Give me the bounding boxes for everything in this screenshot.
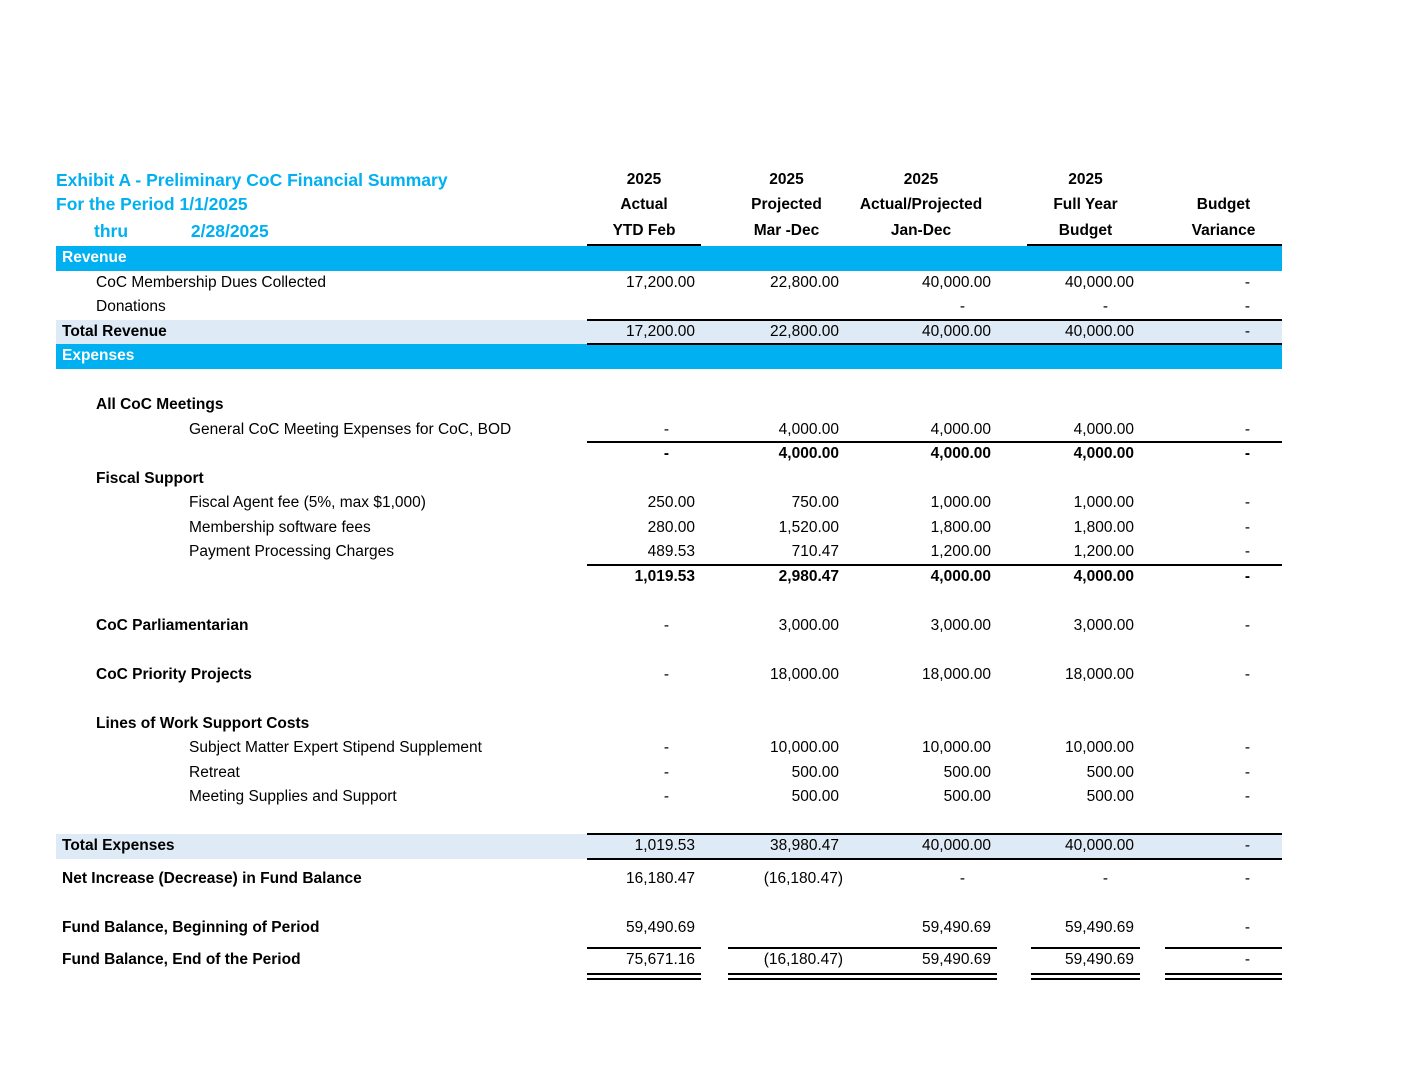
value-cell: 1,019.53 (634, 837, 695, 854)
value-cell: 4,000.00 (778, 445, 839, 462)
value-cell: 1,200.00 (930, 543, 991, 560)
value-cell: 22,800.00 (770, 322, 839, 340)
row-label: Total Expenses (62, 837, 175, 854)
rule-line (1165, 947, 1282, 949)
value-cell: 59,490.69 (1065, 951, 1134, 968)
financial-summary-sheet (56, 168, 1282, 973)
row-label: Fund Balance, End of the Period (62, 951, 301, 968)
table-row (56, 491, 1282, 516)
value-cell: 750.00 (791, 494, 839, 511)
value-cell: 4,000.00 (1073, 420, 1134, 438)
value-cell: - (1244, 273, 1250, 291)
table-row (56, 712, 1282, 737)
value-cell: 59,490.69 (922, 951, 991, 968)
rule-line (587, 441, 1282, 443)
rule-line (587, 973, 701, 980)
spacer-row (56, 369, 1282, 394)
rule-line (587, 833, 1282, 835)
row-label (56, 565, 587, 590)
value-cell: - (1244, 518, 1250, 536)
table-row (56, 295, 1282, 320)
value-cell: - (1244, 837, 1250, 854)
value-cell: 3,000.00 (778, 616, 839, 634)
value-cell: 40,000.00 (1065, 273, 1134, 291)
value-cell: 40,000.00 (922, 322, 991, 340)
table-row (56, 271, 1282, 296)
value-cell: - (1244, 567, 1250, 585)
value-cell: - (1244, 445, 1250, 462)
value-cell: 17,200.00 (626, 322, 695, 340)
value-cell: 40,000.00 (1065, 322, 1134, 340)
value-cell: 10,000.00 (1065, 739, 1134, 756)
row-label: Total Revenue (62, 322, 167, 340)
table-row (56, 736, 1282, 761)
value-cell: 18,000.00 (1065, 665, 1134, 683)
row-label: Expenses (62, 347, 135, 364)
spacer-row (56, 589, 1282, 614)
column-header-ytd-feb: 2025 Actual YTD Feb (612, 171, 676, 239)
value-cell: 40,000.00 (922, 273, 991, 291)
value-cell: 500.00 (791, 788, 839, 805)
table-body (56, 246, 1282, 973)
end-date: 2/28/2025 (190, 221, 269, 241)
column-header-variance: Budget Variance (1191, 196, 1256, 239)
page-title: Exhibit A - Preliminary CoC Financial Summary (56, 170, 448, 190)
table-row (56, 418, 1282, 443)
thru-label: thru (94, 221, 129, 241)
table-row (56, 867, 1282, 892)
rule-line (728, 947, 997, 949)
value-cell: - (663, 420, 669, 438)
row-label: Payment Processing Charges (189, 543, 395, 560)
value-cell: - (1244, 494, 1250, 511)
value-cell: 1,000.00 (930, 494, 991, 511)
value-cell: 489.53 (647, 543, 695, 560)
rule-line (1031, 973, 1140, 980)
value-cell: - (1102, 869, 1108, 887)
table-row (56, 916, 1282, 941)
spacer-row (56, 810, 1282, 835)
table-row (56, 516, 1282, 541)
value-cell: 1,200.00 (1073, 543, 1134, 560)
row-label (56, 442, 587, 467)
rule-line (1165, 973, 1282, 980)
table-row (56, 761, 1282, 786)
rule-line (728, 973, 997, 980)
row-label: Meeting Supplies and Support (189, 788, 397, 805)
table-row (56, 565, 1282, 590)
value-cell (728, 295, 845, 320)
value-cell: 59,490.69 (922, 918, 991, 936)
row-label: Lines of Work Support Costs (96, 714, 310, 732)
section-band (56, 344, 1282, 369)
value-cell: - (1244, 665, 1250, 683)
table-row (56, 540, 1282, 565)
value-cell: 4,000.00 (1073, 567, 1134, 585)
value-cell: 40,000.00 (1065, 837, 1134, 854)
section-band (56, 246, 1282, 271)
value-cell: - (663, 445, 669, 462)
value-cell: 250.00 (647, 494, 695, 511)
spacer-row (56, 859, 1282, 867)
value-cell: 500.00 (943, 763, 991, 781)
column-header-budget: 2025 Full Year Budget (1053, 171, 1118, 239)
value-cell: 40,000.00 (922, 837, 991, 854)
row-label: Retreat (189, 763, 240, 781)
row-label: CoC Membership Dues Collected (96, 273, 327, 291)
row-label: Subject Matter Expert Stipend Supplement (189, 739, 482, 756)
row-label: Revenue (62, 249, 127, 266)
column-header-jan-dec: 2025 Actual/Projected Jan-Dec (859, 171, 983, 239)
row-label: CoC Priority Projects (96, 665, 252, 683)
column-header-mar-dec: 2025 Projected Mar -Dec (751, 171, 822, 239)
value-cell: 4,000.00 (778, 420, 839, 438)
row-label: Fund Balance, Beginning of Period (62, 918, 320, 936)
value-cell: - (1244, 869, 1250, 887)
period-start: For the Period 1/1/2025 (56, 194, 248, 214)
table-row (56, 614, 1282, 639)
value-cell: 59,490.69 (626, 918, 695, 936)
sheet-header (56, 168, 1282, 246)
value-cell: 18,000.00 (922, 665, 991, 683)
value-cell: 4,000.00 (930, 420, 991, 438)
period-end (56, 217, 587, 246)
value-cell: 10,000.00 (770, 739, 839, 756)
value-cell: - (1244, 543, 1250, 560)
rule-line (587, 319, 1282, 321)
row-label: Donations (96, 298, 166, 315)
table-row (56, 663, 1282, 688)
rule-line (587, 564, 1282, 566)
value-cell: (16,180.47) (763, 869, 843, 887)
value-cell: - (663, 763, 669, 781)
value-cell: 500.00 (791, 763, 839, 781)
value-cell: 500.00 (943, 788, 991, 805)
table-row (56, 393, 1282, 418)
value-cell: - (1244, 420, 1250, 438)
value-cell: 38,980.47 (770, 837, 839, 854)
value-cell: 3,000.00 (1073, 616, 1134, 634)
value-cell: 59,490.69 (1065, 918, 1134, 936)
value-cell: 500.00 (1086, 763, 1134, 781)
value-cell: 22,800.00 (770, 273, 839, 291)
value-cell: 4,000.00 (930, 567, 991, 585)
row-label: General CoC Meeting Expenses for CoC, BOD (189, 420, 512, 438)
row-label: Net Increase (Decrease) in Fund Balance (62, 869, 362, 887)
value-cell: - (1102, 298, 1108, 315)
value-cell (728, 916, 845, 941)
value-cell: 1,800.00 (930, 518, 991, 536)
value-cell: 2,980.47 (778, 567, 839, 585)
table-row (56, 948, 1282, 973)
value-cell: - (663, 665, 669, 683)
table-row (56, 785, 1282, 810)
value-cell: 16,180.47 (626, 869, 695, 887)
row-label: All CoC Meetings (96, 396, 224, 413)
value-cell: - (663, 788, 669, 805)
value-cell: 17,200.00 (626, 273, 695, 291)
value-cell: 500.00 (1086, 788, 1134, 805)
value-cell: 75,671.16 (626, 951, 695, 968)
value-cell: 1,019.53 (634, 567, 695, 585)
rule-line (587, 947, 701, 949)
table-row (56, 467, 1282, 492)
value-cell: - (1244, 918, 1250, 936)
value-cell: - (1244, 788, 1250, 805)
value-cell: 18,000.00 (770, 665, 839, 683)
rule-line (587, 858, 1282, 860)
value-cell: 1,000.00 (1073, 494, 1134, 511)
value-cell (587, 295, 701, 320)
value-cell: (16,180.47) (763, 951, 843, 968)
value-cell: 280.00 (647, 518, 695, 536)
value-cell: 4,000.00 (1073, 445, 1134, 462)
title-block (56, 168, 587, 246)
value-cell: - (663, 739, 669, 756)
value-cell: - (1244, 739, 1250, 756)
spacer-row (56, 638, 1282, 663)
value-cell: - (663, 616, 669, 634)
value-cell: 1,800.00 (1073, 518, 1134, 536)
table-row (56, 442, 1282, 467)
rule-line (1031, 947, 1140, 949)
rule-line (587, 343, 1282, 345)
value-cell: - (959, 869, 965, 887)
value-cell: - (959, 298, 965, 315)
table-row (56, 320, 1282, 345)
value-cell: 3,000.00 (930, 616, 991, 634)
table-row (56, 834, 1282, 859)
spacer-row (56, 891, 1282, 916)
row-label: Membership software fees (189, 518, 371, 536)
row-label: CoC Parliamentarian (96, 616, 249, 634)
value-cell: 10,000.00 (922, 739, 991, 756)
value-cell: 710.47 (791, 543, 839, 560)
value-cell: - (1244, 763, 1250, 781)
row-label: Fiscal Support (96, 469, 204, 487)
spacer-row (56, 687, 1282, 712)
value-cell: - (1244, 616, 1250, 634)
value-cell: - (1244, 951, 1250, 968)
value-cell: - (1244, 298, 1250, 315)
row-label: Fiscal Agent fee (5%, max $1,000) (189, 494, 426, 511)
value-cell: 4,000.00 (930, 445, 991, 462)
value-cell: - (1244, 322, 1250, 340)
value-cell: 1,520.00 (778, 518, 839, 536)
